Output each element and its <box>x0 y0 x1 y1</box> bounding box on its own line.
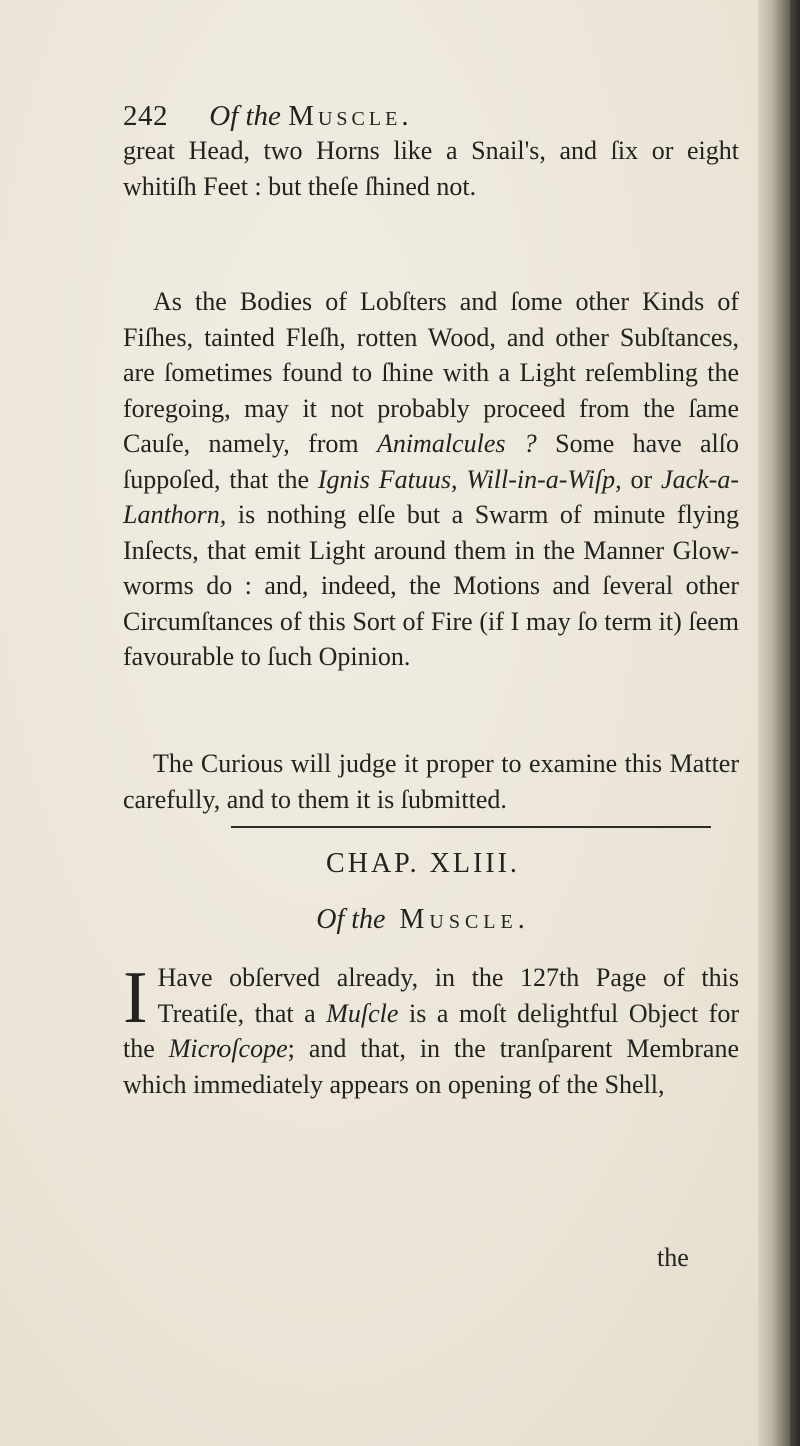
paragraph-2-italic3: Jack-a-Lanthorn, <box>123 464 739 529</box>
paragraph-2-text <box>123 284 739 675</box>
paragraph-2 <box>123 284 739 675</box>
paragraph-3-text: The Curious will judge it proper to examine this Matter carefully, and to them it is ſubmitted. <box>123 749 739 814</box>
chapter-subtitle <box>123 904 723 936</box>
paragraph-4-part3: ; and that, in the tranſparent Membrane which immediately appears on opening of the Shell, <box>123 1034 739 1099</box>
chapter-heading: CHAP. XLIII. <box>326 848 520 879</box>
paragraph-2-italic1: Animalcules ? <box>376 429 537 458</box>
paragraph-4-part1: Have obſerved already, in the 127th Page of this Treatiſe, that a <box>157 963 739 1028</box>
page-edge <box>790 0 800 1446</box>
page-number: 242 <box>123 100 168 132</box>
chapter-divider-rule <box>231 826 711 828</box>
chapter-subtitle-prefix: Of the <box>316 904 386 935</box>
paragraph-4-italic2: Microſcope <box>168 1034 288 1063</box>
paragraph-1 <box>123 133 739 204</box>
paragraph-2-part1: As the Bodies of Lobſters and ſome other Kinds of Fiſhes, tainted Fleſh, rotten Wood, and other Subſtances, are ſometimes found to ſhine with a Light reſembling the foregoing, may it not probably proceed from the ſame Cauſe, namely, from <box>123 287 739 458</box>
running-title <box>209 100 412 132</box>
catchword: the <box>657 1243 689 1272</box>
paragraph-2-part2: Some have alſo ſuppoſed, that the <box>123 429 740 494</box>
paragraph-3 <box>123 746 739 817</box>
paragraph-4 <box>123 957 739 1102</box>
paragraph-2-part4: is nothing elſe but a Swarm of minute flying Inſects, that emit Light around them in the Manner Glow-worms do : and, indeed, the Motions and ſeveral other Circumſtances of this Sort of Fire (if I may ſo term it) ſeem favourable to ſuch Opinion. <box>123 500 739 671</box>
drop-cap: I <box>123 957 148 1039</box>
paragraph-2-part3: or <box>621 464 662 494</box>
running-title-prefix: Of the <box>209 100 281 132</box>
paragraph-4-italic1: Muſcle <box>326 998 399 1028</box>
paragraph-1-text: great Head, two Horns like a Snail's, and ſix or eight whitiſh Feet : but theſe ſhined not. <box>123 136 739 201</box>
paragraph-4-part2: is a moſt delightful Object for the <box>123 998 739 1063</box>
paragraph-2-italic2: Ignis Fatuus, Will-in-a-Wiſp, <box>317 464 622 494</box>
chapter-subtitle-caps: Muscle. <box>399 904 530 935</box>
running-title-caps: Muscle. <box>288 100 413 132</box>
